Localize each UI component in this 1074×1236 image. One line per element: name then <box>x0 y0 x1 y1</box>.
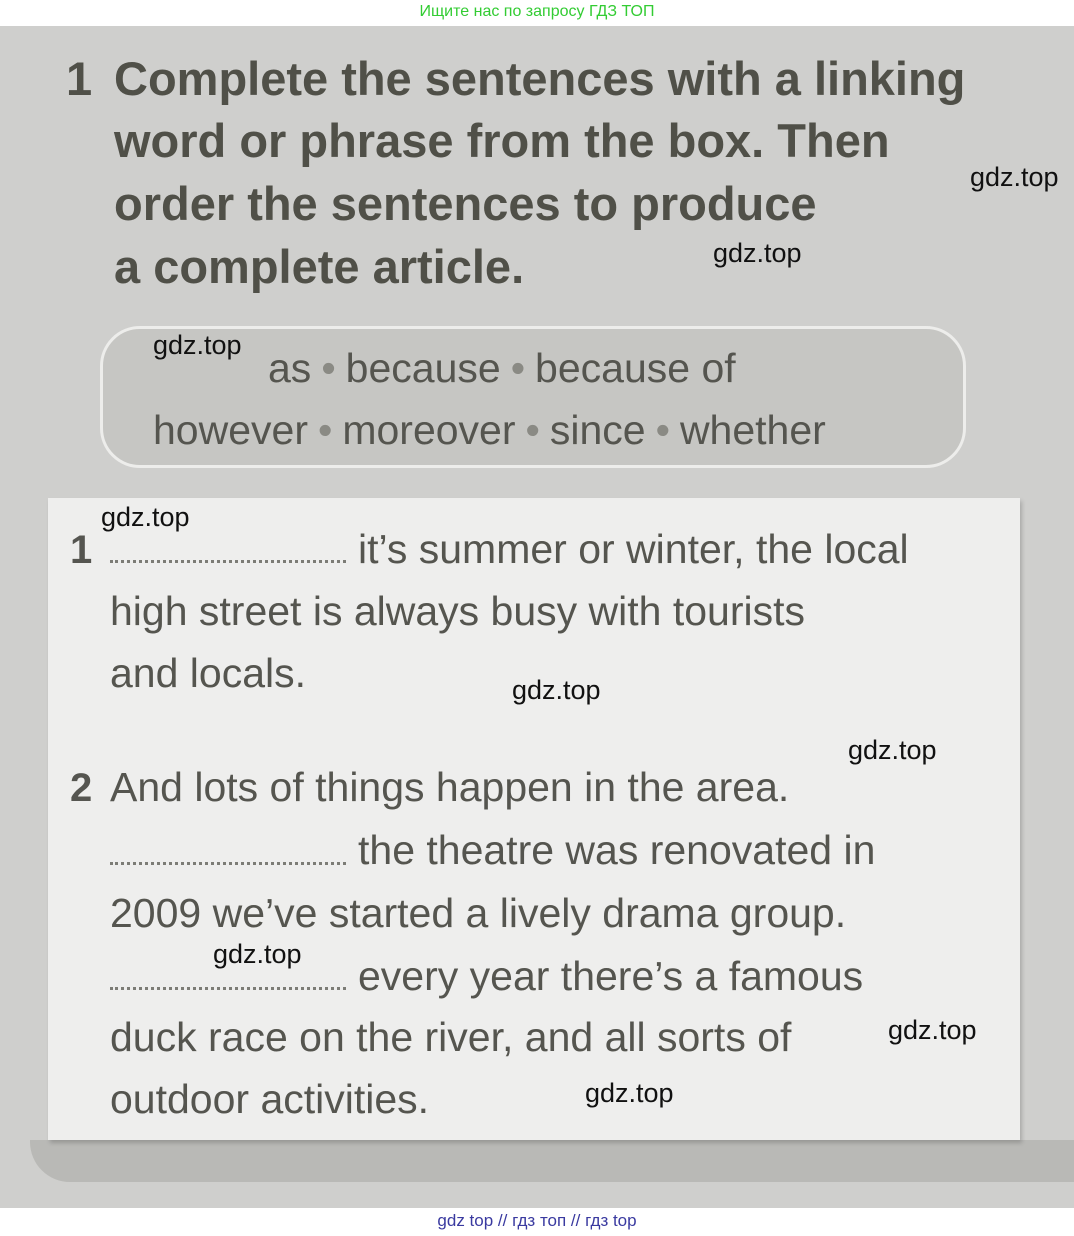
word-option: since <box>549 407 646 453</box>
word-option: moreover <box>342 407 516 453</box>
answer-blank[interactable] <box>110 862 346 865</box>
top-banner[interactable]: Ищите нас по запросу ГДЗ ТОП <box>419 3 655 20</box>
instruction-line: Complete the sentences with a linking <box>114 52 966 105</box>
word-option: because of <box>535 345 736 391</box>
page-edge-shadow <box>30 1140 1074 1182</box>
sentences-card <box>48 498 1020 1140</box>
instruction-line: word or phrase from the box. Then <box>114 114 890 167</box>
word-option: whether <box>679 407 826 453</box>
watermark: gdz.top <box>153 330 242 360</box>
watermark: gdz.top <box>101 502 190 532</box>
word-box-line <box>153 407 826 454</box>
exercise-number: 1 <box>66 52 93 105</box>
separator-dot: • <box>525 407 540 453</box>
separator-dot: • <box>510 345 526 391</box>
answer-blank[interactable] <box>110 560 346 563</box>
watermark: gdz.top <box>848 735 937 765</box>
instruction-line: a complete article. <box>114 240 525 293</box>
sentence-line: it’s summer or winter, the local <box>358 526 909 572</box>
sentence-line: and locals. <box>110 650 307 696</box>
sentence-number: 1 <box>70 528 93 572</box>
word-option: because <box>345 345 501 391</box>
word-box-line <box>268 345 736 392</box>
sentence-line: And lots of things happen in the area. <box>110 764 790 810</box>
sentence-line: high street is always busy with tourists <box>110 588 805 634</box>
footer-links[interactable]: gdz top // гдз топ // гдз top <box>437 1211 637 1230</box>
watermark: gdz.top <box>713 238 802 268</box>
watermark: gdz.top <box>888 1015 977 1045</box>
answer-blank[interactable] <box>110 987 346 990</box>
word-option: as <box>268 345 312 391</box>
sentence-line: the theatre was renovated in <box>358 827 876 873</box>
sentence-line: duck race on the river, and all sorts of <box>110 1014 792 1060</box>
sentence-number: 2 <box>70 766 93 810</box>
watermark: gdz.top <box>970 162 1059 192</box>
instruction-line: order the sentences to produce <box>114 177 817 230</box>
watermark: gdz.top <box>512 675 601 705</box>
separator-dot: • <box>317 407 333 453</box>
word-option: however <box>153 407 308 453</box>
sentence-line: outdoor activities. <box>110 1076 430 1122</box>
separator-dot: • <box>321 345 336 391</box>
sentence-line: 2009 we’ve started a lively drama group. <box>110 890 847 936</box>
separator-dot: • <box>655 407 670 453</box>
watermark: gdz.top <box>585 1078 674 1108</box>
watermark: gdz.top <box>213 939 302 969</box>
sentence-line: every year there’s a famous <box>358 953 864 999</box>
